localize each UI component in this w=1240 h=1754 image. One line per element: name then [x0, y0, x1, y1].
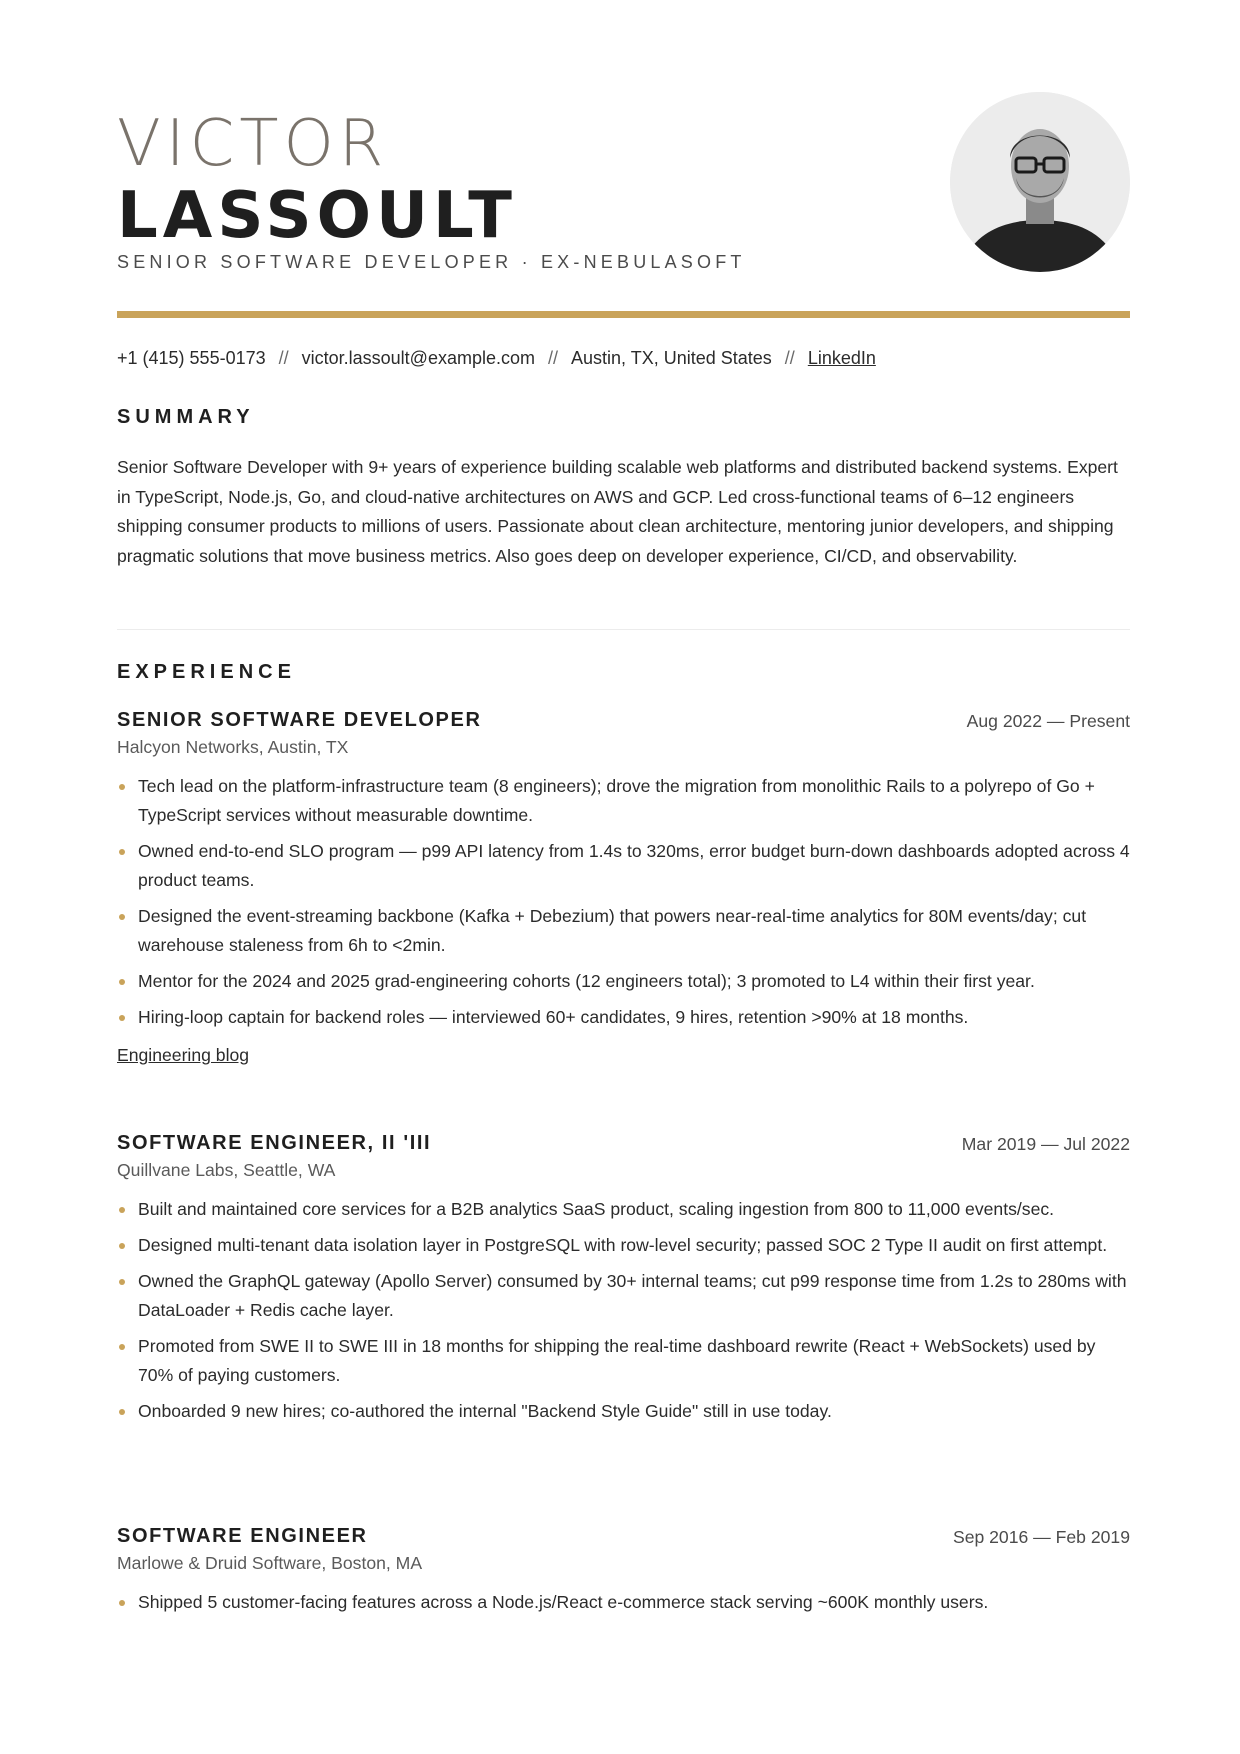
job-company: Halcyon Networks, Austin, TX [117, 737, 349, 757]
contact-phone: +1 (415) 555-0173 [117, 348, 266, 368]
header-divider [117, 311, 1130, 318]
job-title: SOFTWARE ENGINEER [117, 1525, 368, 1547]
summary-text: Senior Software Developer with 9+ years of experience building scalable web platforms and distributed backend systems. Expert in TypeScript, Node.js, Go, and cloud-native architectures on AWS and GCP. Led cross-functional teams of 6–12 engineers shipping consumer products to millions of users. Passionate about clean architecture, mentoring junior developers, and shipping pragmatic solutions that move business metrics. Also goes deep on developer experience, CI/CD, and observability. [117, 457, 1118, 566]
contact-separator: // [784, 348, 795, 368]
job-bullet: Built and maintained core services for a B2B analytics SaaS product, scaling ingestion from 800 to 11,000 events/sec. [117, 1195, 1130, 1224]
job-bullet: Owned end-to-end SLO program — p99 API latency from 1.4s to 320ms, error budget burn-down dashboards adopted across 4 product teams. [117, 837, 1130, 895]
job-bullet: Hiring-loop captain for backend roles — interviewed 60+ candidates, 9 hires, retention >90% at 18 months. [117, 1003, 1130, 1032]
job-bullet: Owned the GraphQL gateway (Apollo Server) consumed by 30+ internal teams; cut p99 response time from 1.2s to 280ms with DataLoader + Redis cache layer. [117, 1267, 1130, 1325]
summary-heading: SUMMARY [117, 406, 255, 428]
contact-location: Austin, TX, United States [571, 348, 772, 368]
section-divider [117, 629, 1130, 630]
linkedin-link[interactable]: LinkedIn [807, 348, 876, 368]
engineering-blog-link[interactable]: Engineering blog [117, 1045, 250, 1065]
job-company: Quillvane Labs, Seattle, WA [117, 1160, 336, 1180]
bullet-dot-icon [119, 1600, 125, 1606]
job-entry [117, 709, 1130, 1066]
bullet-dot-icon [119, 1243, 125, 1249]
job-bullet: Designed the event-streaming backbone (Kafka + Debezium) that powers near-real-time analytics for 80M events/day; cut warehouse staleness from 6h to <2min. [117, 902, 1130, 960]
bullet-dot-icon [119, 1344, 125, 1350]
job-bullet: Tech lead on the platform-infrastructure team (8 engineers); drove the migration from monolithic Rails to a polyrepo of Go + TypeScript services without measurable downtime. [117, 772, 1130, 830]
contact-separator: // [548, 348, 559, 368]
job-dates: Mar 2019 — Jul 2022 [961, 1134, 1130, 1154]
bullet-dot-icon [119, 979, 125, 985]
contact-line [117, 348, 876, 369]
job-bullet: Shipped 5 customer-facing features across a Node.js/React e-commerce stack serving ~600K monthly users. [117, 1588, 1130, 1617]
job-bullet: Onboarded 9 new hires; co-authored the internal "Backend Style Guide" still in use today. [117, 1397, 1130, 1426]
job-bullet: Designed multi-tenant data isolation layer in PostgreSQL with row-level security; passed SOC 2 Type II audit on first attempt. [117, 1231, 1130, 1260]
job-bullet: Mentor for the 2024 and 2025 grad-engineering cohorts (12 engineers total); 3 promoted to L4 within their first year. [117, 967, 1130, 996]
job-company: Marlowe & Druid Software, Boston, MA [117, 1553, 423, 1573]
bullet-dot-icon [119, 849, 125, 855]
bullet-dot-icon [119, 914, 125, 920]
job-entry [117, 1525, 1130, 1624]
bullet-dot-icon [119, 1207, 125, 1213]
job-dates: Aug 2022 — Present [966, 711, 1130, 731]
job-title: SENIOR SOFTWARE DEVELOPER [117, 709, 482, 731]
bullet-dot-icon [119, 784, 125, 790]
bullet-dot-icon [119, 1015, 125, 1021]
profile-photo [950, 92, 1130, 272]
job-entry [117, 1132, 1130, 1433]
bullet-dot-icon [119, 1409, 125, 1415]
name-first: VICTOR [117, 107, 389, 181]
person-portrait-icon [950, 92, 1130, 272]
job-dates: Sep 2016 — Feb 2019 [952, 1527, 1130, 1547]
contact-separator: // [278, 348, 289, 368]
job-headline: SENIOR SOFTWARE DEVELOPER · EX-NEBULASOFT [117, 252, 746, 272]
contact-email[interactable]: victor.lassoult@example.com [301, 348, 535, 368]
name-last: LASSOULT [117, 179, 517, 253]
experience-heading: EXPERIENCE [117, 661, 296, 683]
bullet-dot-icon [119, 1279, 125, 1285]
job-title: SOFTWARE ENGINEER, II 'III [117, 1132, 432, 1154]
job-bullet: Promoted from SWE II to SWE III in 18 months for shipping the real-time dashboard rewrite (React + WebSockets) used by 70% of paying customers. [117, 1332, 1130, 1390]
